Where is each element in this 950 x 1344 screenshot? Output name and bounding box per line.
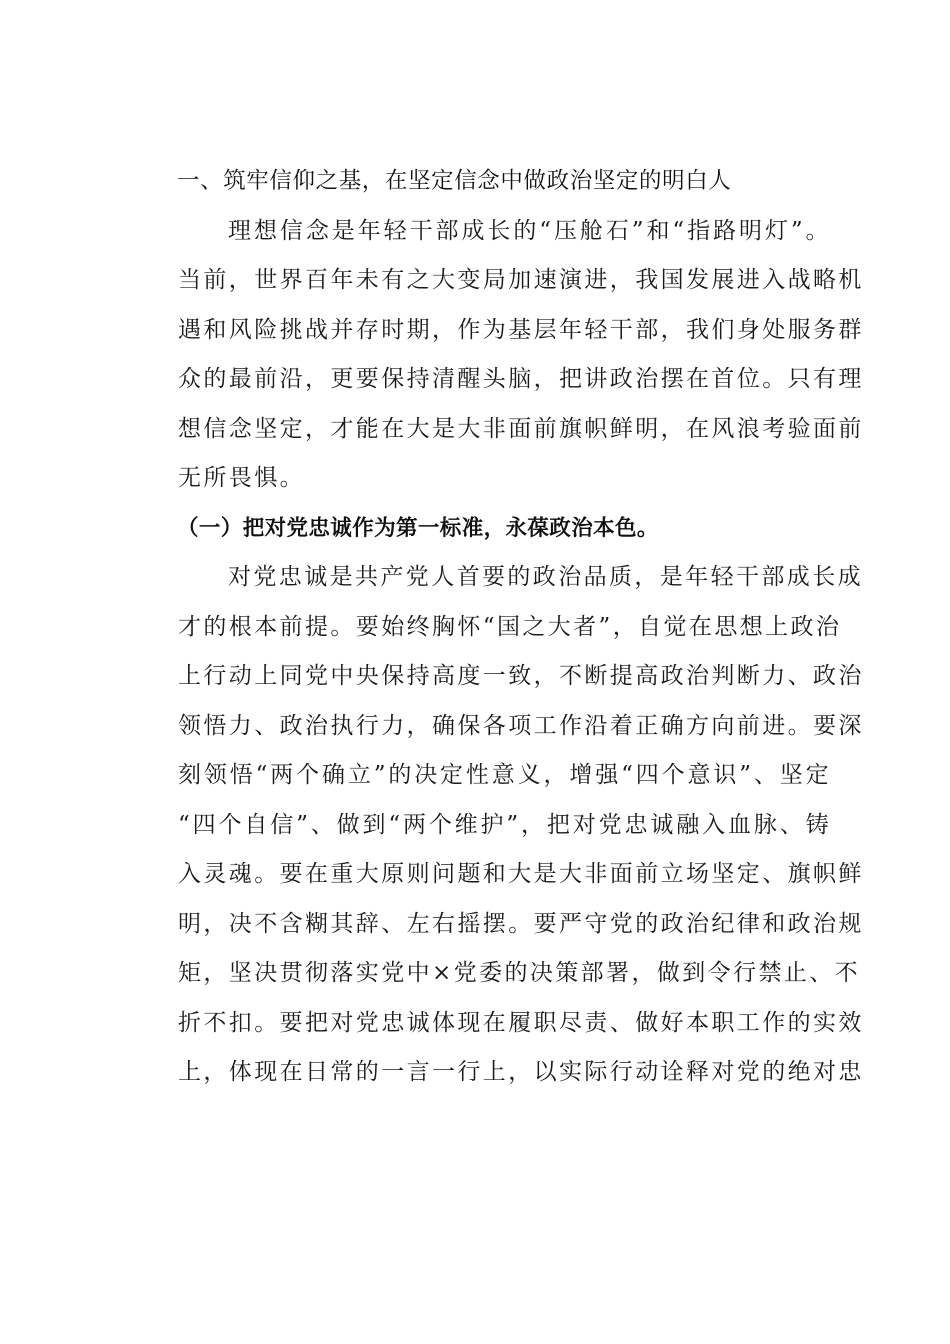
paragraph-line: 才的根本前提。要始终胸怀“国之大者”，自觉在思想上政治 xyxy=(178,613,842,640)
paragraph-line: 对党忠诚是共产党人首要的政治品质，是年轻干部成长成 xyxy=(228,564,863,590)
paragraph-line: 当前，世界百年未有之大变局加速演进，我国发展进入战略机 xyxy=(178,267,864,293)
paragraph-line: 矩，坚决贯彻落实党中×党委的决策部署，做到令行禁止、不 xyxy=(178,960,861,986)
paragraph-line: “四个自信”、做到“两个维护”，把对党忠诚融入血脉、铸 xyxy=(178,811,831,838)
paragraph-line: 领悟力、政治执行力，确保各项工作沿着正确方向前进。要深 xyxy=(178,712,864,739)
paragraph-line: 刻领悟“两个确立”的决定性意义，增强“四个意识”、坚定 xyxy=(178,762,831,788)
paragraph-line: 众的最前沿，更要保持清醒头脑，把讲政治摆在首位。只有理 xyxy=(178,366,864,392)
subsection-paragraph xyxy=(128,553,864,1098)
paragraph-line: 无所畏惧。 xyxy=(178,465,305,491)
paragraph-line: 入灵魂。要在重大原则问题和大是大非面前立场坚定、旗帜鲜 xyxy=(178,861,864,887)
section-paragraph xyxy=(128,207,864,504)
paragraph-line: 想信念坚定，才能在大是大非面前旗帜鲜明，在风浪考验面前 xyxy=(178,415,864,442)
paragraph-line: 上行动上同党中央保持高度一致，不断提高政治判断力、政治 xyxy=(178,663,864,689)
section-heading: 一、筑牢信仰之基，在坚定信念中做政治坚定的明白人 xyxy=(177,168,732,194)
paragraph-line: 遇和风险挑战并存时期，作为基层年轻干部，我们身处服务群 xyxy=(178,316,864,343)
paragraph-line: 理想信念是年轻干部成长的“压舱石”和“指路明灯”。 xyxy=(228,217,831,244)
document-body xyxy=(128,157,864,1098)
paragraph-line: 上，体现在日常的一言一行上，以实际行动诠释对党的绝对忠 xyxy=(178,1059,864,1085)
subsection-heading: （一）把对党忠诚作为第一标准，永葆政治本色。 xyxy=(177,515,659,541)
paragraph-line: 折不扣。要把对党忠诚体现在履职尽责、做好本职工作的实效 xyxy=(178,1009,864,1036)
paragraph-line: 明，决不含糊其辞、左右摇摆。要严守党的政治纪律和政治规 xyxy=(178,910,864,937)
